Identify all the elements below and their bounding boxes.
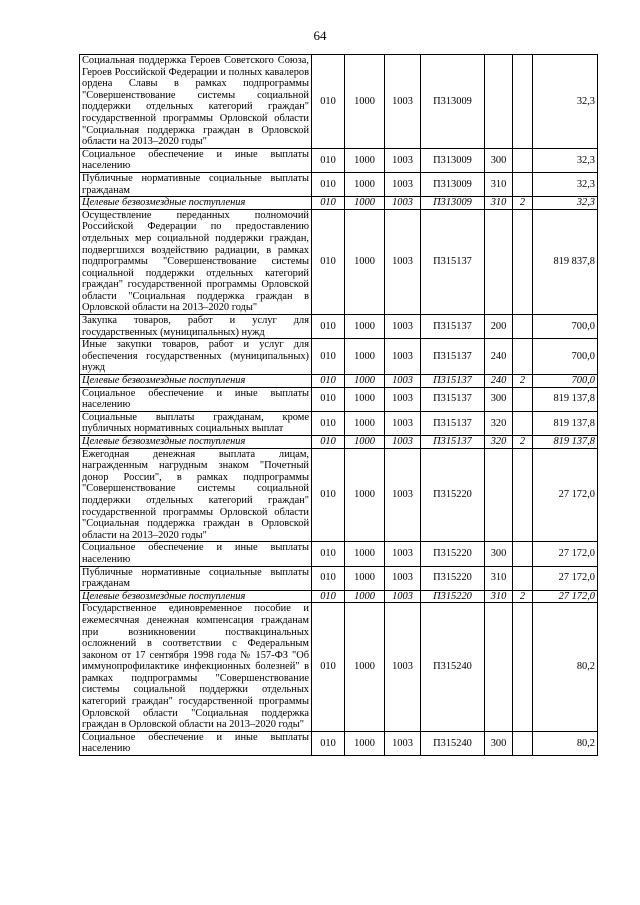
expense-type-cell: 300	[485, 148, 513, 172]
table-row	[80, 448, 598, 542]
admin-code-cell: 010	[312, 566, 345, 590]
row-name-cell: Социальное обеспечение и иные выплаты населению	[80, 387, 312, 411]
article-code-cell: П315137	[421, 209, 485, 314]
expense-type-cell: 200	[485, 315, 513, 339]
section-code-cell: 1000	[345, 148, 385, 172]
table-row	[80, 731, 598, 755]
expense-type-cell: 300	[485, 542, 513, 566]
expense-type-cell: 310	[485, 197, 513, 210]
article-code-cell: П315220	[421, 448, 485, 542]
amount-cell: 819 137,8	[533, 387, 598, 411]
admin-code-cell: 010	[312, 209, 345, 314]
subsection-code-cell: 1003	[385, 731, 421, 755]
expense-type-cell: 240	[485, 339, 513, 375]
funding-code-cell	[513, 731, 533, 755]
section-code-cell: 1000	[345, 197, 385, 210]
subsection-code-cell: 1003	[385, 55, 421, 149]
article-code-cell: П313009	[421, 55, 485, 149]
table-row	[80, 411, 598, 435]
subsection-code-cell: 1003	[385, 448, 421, 542]
table-row	[80, 339, 598, 375]
amount-cell: 27 172,0	[533, 448, 598, 542]
admin-code-cell: 010	[312, 55, 345, 149]
row-name-cell: Ежегодная денежная выплата лицам, награжденным нагрудным знаком "Почетный донор России", в рамках подпрограммы "Совершенствование системы социальной поддержки отдельных категорий граждан" государственной программы Орловской области "Социальная поддержка граждан в Орловской области на 2013–2020 годы"	[80, 448, 312, 542]
article-code-cell: П313009	[421, 197, 485, 210]
amount-cell: 700,0	[533, 315, 598, 339]
table-row	[80, 209, 598, 314]
table-row	[80, 172, 598, 196]
expense-type-cell: 300	[485, 731, 513, 755]
section-code-cell: 1000	[345, 436, 385, 449]
amount-cell: 819 137,8	[533, 436, 598, 449]
article-code-cell: П315137	[421, 387, 485, 411]
funding-code-cell	[513, 387, 533, 411]
subsection-code-cell: 1003	[385, 436, 421, 449]
section-code-cell: 1000	[345, 731, 385, 755]
admin-code-cell: 010	[312, 172, 345, 196]
expense-type-cell: 310	[485, 172, 513, 196]
funding-code-cell: 2	[513, 590, 533, 603]
amount-cell: 80,2	[533, 731, 598, 755]
row-name-cell: Публичные нормативные социальные выплаты гражданам	[80, 566, 312, 590]
table-row	[80, 55, 598, 149]
budget-table	[79, 54, 598, 756]
article-code-cell: П315220	[421, 542, 485, 566]
table-body	[80, 55, 598, 756]
subsection-code-cell: 1003	[385, 209, 421, 314]
amount-cell: 700,0	[533, 375, 598, 388]
expense-type-cell: 300	[485, 387, 513, 411]
funding-code-cell	[513, 603, 533, 732]
section-code-cell: 1000	[345, 590, 385, 603]
row-name-cell: Целевые безвозмездные поступления	[80, 197, 312, 210]
table-row	[80, 436, 598, 449]
row-name-cell: Целевые безвозмездные поступления	[80, 590, 312, 603]
subsection-code-cell: 1003	[385, 172, 421, 196]
table-row	[80, 375, 598, 388]
page-number: 64	[313, 28, 327, 43]
amount-cell: 80,2	[533, 603, 598, 732]
subsection-code-cell: 1003	[385, 411, 421, 435]
amount-cell: 32,3	[533, 148, 598, 172]
amount-cell: 819 837,8	[533, 209, 598, 314]
amount-cell: 27 172,0	[533, 542, 598, 566]
funding-code-cell: 2	[513, 197, 533, 210]
funding-code-cell	[513, 566, 533, 590]
subsection-code-cell: 1003	[385, 197, 421, 210]
amount-cell: 700,0	[533, 339, 598, 375]
expense-type-cell: 320	[485, 411, 513, 435]
subsection-code-cell: 1003	[385, 566, 421, 590]
row-name-cell: Иные закупки товаров, работ и услуг для обеспечения государственных (муниципальных) нужд	[80, 339, 312, 375]
expense-type-cell	[485, 55, 513, 149]
row-name-cell: Закупка товаров, работ и услуг для государственных (муниципальных) нужд	[80, 315, 312, 339]
row-name-cell: Целевые безвозмездные поступления	[80, 375, 312, 388]
section-code-cell: 1000	[345, 375, 385, 388]
section-code-cell: 1000	[345, 411, 385, 435]
table-row	[80, 387, 598, 411]
row-name-cell: Социальное обеспечение и иные выплаты населению	[80, 542, 312, 566]
admin-code-cell: 010	[312, 339, 345, 375]
expense-type-cell: 310	[485, 566, 513, 590]
subsection-code-cell: 1003	[385, 375, 421, 388]
row-name-cell: Социальное обеспечение и иные выплаты населению	[80, 148, 312, 172]
funding-code-cell	[513, 55, 533, 149]
funding-code-cell	[513, 448, 533, 542]
article-code-cell: П315220	[421, 590, 485, 603]
table-row	[80, 590, 598, 603]
admin-code-cell: 010	[312, 436, 345, 449]
article-code-cell: П315240	[421, 731, 485, 755]
admin-code-cell: 010	[312, 590, 345, 603]
admin-code-cell: 010	[312, 375, 345, 388]
table-row	[80, 315, 598, 339]
article-code-cell: П313009	[421, 148, 485, 172]
funding-code-cell	[513, 172, 533, 196]
row-name-cell: Социальная поддержка Героев Советского Союза, Героев Российской Федерации и полных кавалеров ордена Славы в рамках подпрограммы "Совершенствование системы социальной поддержки отдельных категорий граждан" государственной программы Орловской области "Социальная поддержка граждан в Орловской области на 2013–2020 годы"	[80, 55, 312, 149]
row-name-cell: Социальное обеспечение и иные выплаты населению	[80, 731, 312, 755]
row-name-cell: Публичные нормативные социальные выплаты гражданам	[80, 172, 312, 196]
section-code-cell: 1000	[345, 542, 385, 566]
admin-code-cell: 010	[312, 387, 345, 411]
funding-code-cell	[513, 148, 533, 172]
article-code-cell: П315137	[421, 315, 485, 339]
article-code-cell: П315137	[421, 339, 485, 375]
section-code-cell: 1000	[345, 315, 385, 339]
amount-cell: 819 137,8	[533, 411, 598, 435]
section-code-cell: 1000	[345, 172, 385, 196]
expense-type-cell: 310	[485, 590, 513, 603]
section-code-cell: 1000	[345, 339, 385, 375]
admin-code-cell: 010	[312, 197, 345, 210]
admin-code-cell: 010	[312, 411, 345, 435]
subsection-code-cell: 1003	[385, 148, 421, 172]
admin-code-cell: 010	[312, 148, 345, 172]
admin-code-cell: 010	[312, 448, 345, 542]
admin-code-cell: 010	[312, 603, 345, 732]
subsection-code-cell: 1003	[385, 387, 421, 411]
row-name-cell: Социальные выплаты гражданам, кроме публичных нормативных социальных выплат	[80, 411, 312, 435]
expense-type-cell	[485, 603, 513, 732]
section-code-cell: 1000	[345, 448, 385, 542]
article-code-cell: П315137	[421, 436, 485, 449]
funding-code-cell	[513, 339, 533, 375]
article-code-cell: П315137	[421, 411, 485, 435]
table-row	[80, 566, 598, 590]
section-code-cell: 1000	[345, 55, 385, 149]
expense-type-cell: 320	[485, 436, 513, 449]
section-code-cell: 1000	[345, 387, 385, 411]
subsection-code-cell: 1003	[385, 542, 421, 566]
table-row	[80, 603, 598, 732]
article-code-cell: П313009	[421, 172, 485, 196]
table-row	[80, 197, 598, 210]
admin-code-cell: 010	[312, 731, 345, 755]
table-row	[80, 148, 598, 172]
table-row	[80, 542, 598, 566]
section-code-cell: 1000	[345, 566, 385, 590]
subsection-code-cell: 1003	[385, 603, 421, 732]
article-code-cell: П315137	[421, 375, 485, 388]
article-code-cell: П315240	[421, 603, 485, 732]
admin-code-cell: 010	[312, 542, 345, 566]
subsection-code-cell: 1003	[385, 339, 421, 375]
funding-code-cell	[513, 542, 533, 566]
subsection-code-cell: 1003	[385, 315, 421, 339]
admin-code-cell: 010	[312, 315, 345, 339]
amount-cell: 32,3	[533, 197, 598, 210]
row-name-cell: Осуществление переданных полномочий Российской Федерации по предоставлению отдельных мер социальной поддержки граждан, подвергшихся воздействию радиации, в рамках подпрограммы "Совершенствование системы социальной поддержки отдельных категорий граждан" государственной программы Орловской области "Социальная поддержка граждан в Орловской области на 2013–2020 годы"	[80, 209, 312, 314]
article-code-cell: П315220	[421, 566, 485, 590]
row-name-cell: Целевые безвозмездные поступления	[80, 436, 312, 449]
amount-cell: 27 172,0	[533, 566, 598, 590]
expense-type-cell: 240	[485, 375, 513, 388]
funding-code-cell: 2	[513, 375, 533, 388]
funding-code-cell	[513, 411, 533, 435]
section-code-cell: 1000	[345, 209, 385, 314]
funding-code-cell	[513, 209, 533, 314]
amount-cell: 32,3	[533, 172, 598, 196]
funding-code-cell: 2	[513, 436, 533, 449]
row-name-cell: Государственное единовременное пособие и ежемесячная денежная компенсация гражданам при возникновении поствакцинальных осложнений в соответствии с Федеральным законом от 17 сентября 1998 года № 157-ФЗ "Об иммунопрофилактике инфекционных болезней" в рамках подпрограммы "Совершенствование системы социальной поддержки отдельных категорий граждан" государственной программы Орловской области "Социальная поддержка граждан в Орловской области на 2013–2020 годы"	[80, 603, 312, 732]
expense-type-cell	[485, 448, 513, 542]
expense-type-cell	[485, 209, 513, 314]
amount-cell: 27 172,0	[533, 590, 598, 603]
subsection-code-cell: 1003	[385, 590, 421, 603]
funding-code-cell	[513, 315, 533, 339]
amount-cell: 32,3	[533, 55, 598, 149]
section-code-cell: 1000	[345, 603, 385, 732]
